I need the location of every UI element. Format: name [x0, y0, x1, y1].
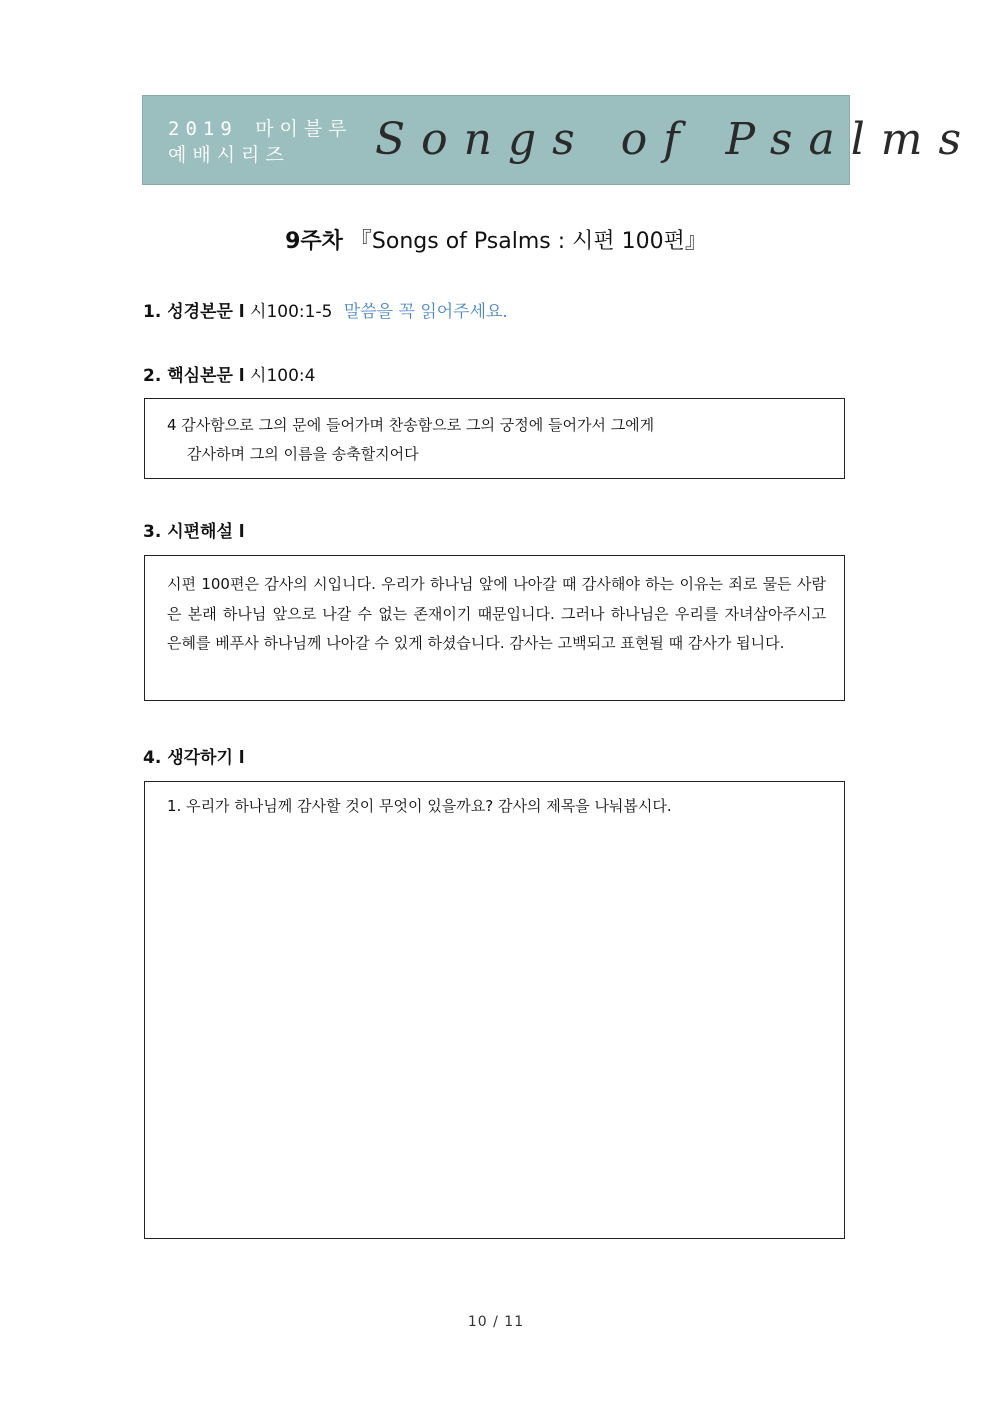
- section-scripture: [143, 300, 508, 324]
- key-verse-line2: 감사하며 그의 이름을 송축할지어다: [187, 445, 419, 463]
- section-commentary: [143, 520, 245, 544]
- section-scripture-reference: 시100:1-5: [250, 302, 333, 322]
- banner-subtitle: [168, 116, 353, 168]
- reflection-box: [144, 781, 845, 1239]
- section-reflection: [143, 746, 245, 770]
- banner-subtitle-line1: 2019 마이블루: [168, 118, 353, 140]
- key-verse-line1: 4 감사함으로 그의 문에 들어가며 찬송함으로 그의 궁정에 들어가서 그에게: [167, 416, 655, 434]
- section-scripture-note: 말씀을 꼭 읽어주세요.: [343, 302, 508, 322]
- page-number: 10 / 11: [467, 1314, 525, 1330]
- reflection-question: 1. 우리가 하나님께 감사할 것이 무엇이 있을까요? 감사의 제목을 나눠봅시다.: [167, 797, 672, 815]
- section-reflection-heading: 4. 생각하기 l: [143, 748, 245, 768]
- series-banner: [142, 95, 978, 185]
- key-verse-box: [144, 398, 845, 479]
- section-key-verse-heading: 2. 핵심본문 l: [143, 366, 245, 386]
- week-title: [0, 226, 992, 258]
- week-title-text: 『Songs of Psalms : 시편 100편』: [349, 229, 707, 254]
- banner-subtitle-line2: 예배시리즈: [168, 144, 290, 166]
- commentary-text: 시편 100편은 감사의 시입니다. 우리가 하나님 앞에 나아갈 때 감사해야 하는 이유는 죄로 물든 사람은 본래 하나님 앞으로 나갈 수 없는 존재이기 때문입니다. 그러나 하나님은 우리를 자녀삼아주시고 은혜를 베푸사 하나님께 나아갈 수 있게 하셨습니다. 감사는 고백되고 표현될 때 감사가 됩니다.: [167, 575, 826, 652]
- section-key-verse: [143, 364, 315, 388]
- section-commentary-heading: 3. 시편해설 l: [143, 522, 245, 542]
- banner-title: Songs of Psalms: [375, 114, 978, 165]
- week-number: 9주차: [285, 229, 343, 254]
- section-key-verse-reference: 시100:4: [250, 366, 316, 386]
- commentary-box: [144, 555, 845, 701]
- section-scripture-heading: 1. 성경본문 l: [143, 302, 245, 322]
